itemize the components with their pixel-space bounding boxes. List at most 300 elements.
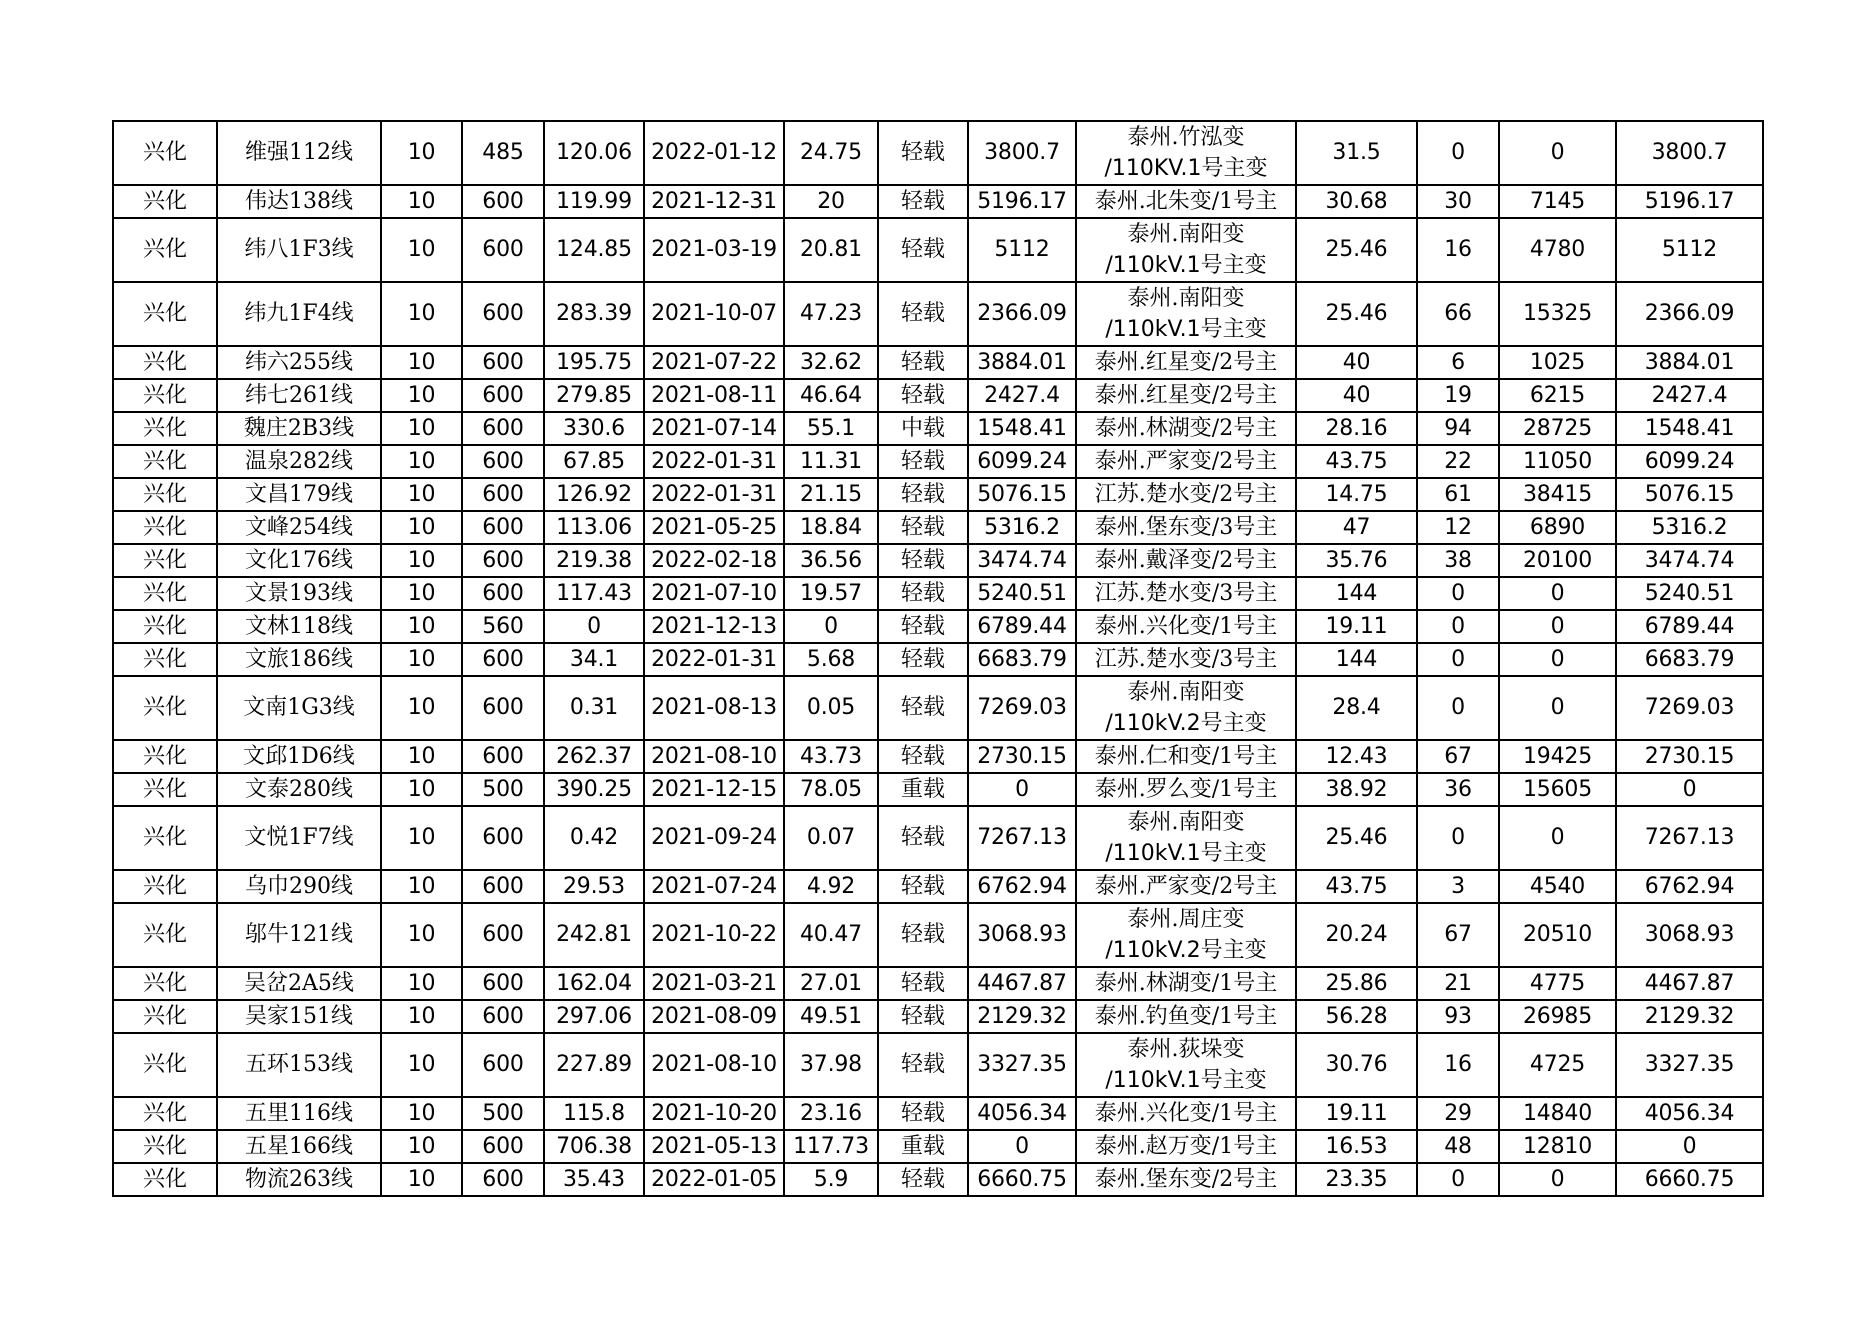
cell-voltage: 10 [381,1163,462,1196]
cell-max-current: 119.99 [544,185,644,218]
cell-date: 2021-07-24 [644,870,784,903]
cell-max-current: 113.06 [544,511,644,544]
cell-load: 14840 [1499,1097,1616,1130]
substation-line: 江苏.楚水变/3号主 [1094,647,1278,672]
cell-rated-current: 600 [462,870,544,903]
cell-area: 兴化 [113,282,217,346]
cell-available: 3800.7 [1616,121,1763,185]
substation-line: 泰州.南阳变 [1127,222,1245,247]
cell-count: 61 [1417,478,1499,511]
cell-capacity: 35.76 [1296,544,1417,577]
cell-margin: 2129.32 [968,1000,1076,1033]
cell-substation [1076,643,1296,676]
cell-line-name: 文邱1D6线 [217,740,381,773]
substation-line: 泰州.北朱变/1号主 [1094,189,1278,214]
cell-load: 19425 [1499,740,1616,773]
substation-line: 泰州.南阳变 [1127,286,1245,311]
cell-substation [1076,577,1296,610]
cell-rated-current: 600 [462,1033,544,1097]
cell-substation [1076,1130,1296,1163]
cell-load-status: 轻载 [878,379,968,412]
cell-date: 2021-12-13 [644,610,784,643]
cell-area: 兴化 [113,511,217,544]
cell-load-rate: 20.81 [784,218,878,282]
cell-load-status: 轻载 [878,185,968,218]
cell-available: 6683.79 [1616,643,1763,676]
cell-available: 4467.87 [1616,967,1763,1000]
cell-capacity: 19.11 [1296,610,1417,643]
cell-max-current: 117.43 [544,577,644,610]
cell-line-name: 文景193线 [217,577,381,610]
cell-capacity: 23.35 [1296,1163,1417,1196]
cell-available: 1548.41 [1616,412,1763,445]
cell-voltage: 10 [381,773,462,806]
substation-line: 泰州.严家变/2号主 [1094,449,1278,474]
cell-available: 3327.35 [1616,1033,1763,1097]
table-row [113,643,1763,676]
substation-line: /110kV.1号主变 [1105,1068,1267,1093]
cell-load: 15325 [1499,282,1616,346]
table-row [113,806,1763,870]
substation-line: 泰州.红星变/2号主 [1094,350,1278,375]
cell-load-rate: 18.84 [784,511,878,544]
cell-line-name: 文化176线 [217,544,381,577]
cell-date: 2022-01-05 [644,1163,784,1196]
cell-load-rate: 49.51 [784,1000,878,1033]
cell-load-status: 轻载 [878,282,968,346]
cell-count: 38 [1417,544,1499,577]
cell-load-status: 轻载 [878,643,968,676]
substation-line: 泰州.戴泽变/2号主 [1094,548,1278,573]
cell-margin: 3068.93 [968,903,1076,967]
cell-substation [1076,870,1296,903]
cell-count: 0 [1417,806,1499,870]
cell-load-status: 轻载 [878,806,968,870]
cell-capacity: 43.75 [1296,870,1417,903]
cell-load: 6890 [1499,511,1616,544]
cell-area: 兴化 [113,806,217,870]
cell-load-status: 轻载 [878,577,968,610]
substation-line: 泰州.南阳变 [1127,810,1245,835]
cell-available: 6762.94 [1616,870,1763,903]
cell-load-rate: 46.64 [784,379,878,412]
cell-area: 兴化 [113,1130,217,1163]
cell-voltage: 10 [381,346,462,379]
cell-load-status: 重载 [878,1130,968,1163]
cell-area: 兴化 [113,903,217,967]
cell-max-current: 29.53 [544,870,644,903]
cell-rated-current: 500 [462,1097,544,1130]
substation-line: 泰州.钓鱼变/1号主 [1094,1004,1278,1029]
cell-count: 29 [1417,1097,1499,1130]
cell-margin: 7269.03 [968,676,1076,740]
cell-count: 36 [1417,773,1499,806]
cell-max-current: 120.06 [544,121,644,185]
cell-count: 67 [1417,740,1499,773]
cell-substation [1076,1163,1296,1196]
cell-load-rate: 5.68 [784,643,878,676]
cell-rated-current: 600 [462,346,544,379]
cell-max-current: 0.42 [544,806,644,870]
cell-substation [1076,1097,1296,1130]
cell-max-current: 0.31 [544,676,644,740]
cell-count: 12 [1417,511,1499,544]
cell-margin: 2730.15 [968,740,1076,773]
cell-margin: 4467.87 [968,967,1076,1000]
cell-substation [1076,445,1296,478]
cell-load-status: 轻载 [878,870,968,903]
table-row [113,903,1763,967]
table-row [113,511,1763,544]
substation-line: /110kV.2号主变 [1105,711,1267,736]
cell-capacity: 56.28 [1296,1000,1417,1033]
cell-capacity: 144 [1296,577,1417,610]
table-row [113,544,1763,577]
cell-rated-current: 600 [462,478,544,511]
cell-load-rate: 20 [784,185,878,218]
cell-load: 12810 [1499,1130,1616,1163]
cell-max-current: 330.6 [544,412,644,445]
cell-date: 2022-01-31 [644,445,784,478]
substation-line: /110kV.1号主变 [1105,253,1267,278]
cell-max-current: 67.85 [544,445,644,478]
table-row [113,1033,1763,1097]
cell-voltage: 10 [381,282,462,346]
cell-load-status: 中载 [878,412,968,445]
cell-date: 2021-05-13 [644,1130,784,1163]
cell-voltage: 10 [381,870,462,903]
cell-available: 4056.34 [1616,1097,1763,1130]
cell-date: 2021-10-07 [644,282,784,346]
table-row [113,282,1763,346]
cell-load: 20510 [1499,903,1616,967]
cell-load-status: 轻载 [878,1163,968,1196]
cell-line-name: 吴家151线 [217,1000,381,1033]
cell-load: 0 [1499,806,1616,870]
cell-margin: 0 [968,773,1076,806]
cell-area: 兴化 [113,478,217,511]
cell-line-name: 伟达138线 [217,185,381,218]
cell-load-rate: 24.75 [784,121,878,185]
cell-date: 2021-12-31 [644,185,784,218]
table-row [113,577,1763,610]
table-row [113,478,1763,511]
cell-voltage: 10 [381,1097,462,1130]
cell-voltage: 10 [381,511,462,544]
cell-load-status: 轻载 [878,740,968,773]
cell-substation [1076,218,1296,282]
cell-max-current: 262.37 [544,740,644,773]
cell-rated-current: 600 [462,903,544,967]
substation-line: /110KV.1号主变 [1104,156,1268,181]
cell-line-name: 五里116线 [217,1097,381,1130]
cell-line-name: 温泉282线 [217,445,381,478]
cell-available: 2129.32 [1616,1000,1763,1033]
cell-substation [1076,1000,1296,1033]
cell-load-status: 轻载 [878,610,968,643]
substation-line: 泰州.周庄变 [1127,907,1245,932]
cell-line-name: 物流263线 [217,1163,381,1196]
cell-max-current: 390.25 [544,773,644,806]
cell-count: 0 [1417,1163,1499,1196]
cell-load-status: 轻载 [878,967,968,1000]
cell-area: 兴化 [113,1000,217,1033]
cell-capacity: 40 [1296,379,1417,412]
cell-count: 30 [1417,185,1499,218]
cell-line-name: 乌巾290线 [217,870,381,903]
substation-line: 泰州.南阳变 [1127,680,1245,705]
cell-date: 2021-09-24 [644,806,784,870]
cell-area: 兴化 [113,740,217,773]
cell-available: 3884.01 [1616,346,1763,379]
cell-count: 21 [1417,967,1499,1000]
cell-load-rate: 55.1 [784,412,878,445]
cell-capacity: 43.75 [1296,445,1417,478]
cell-load-rate: 23.16 [784,1097,878,1130]
cell-margin: 6099.24 [968,445,1076,478]
cell-voltage: 10 [381,1000,462,1033]
cell-substation [1076,967,1296,1000]
cell-available: 6789.44 [1616,610,1763,643]
table-row [113,773,1763,806]
cell-area: 兴化 [113,445,217,478]
substation-line: 泰州.堡东变/3号主 [1094,515,1278,540]
cell-load: 15605 [1499,773,1616,806]
cell-substation [1076,346,1296,379]
cell-available: 0 [1616,1130,1763,1163]
cell-max-current: 283.39 [544,282,644,346]
cell-load: 4775 [1499,967,1616,1000]
cell-max-current: 706.38 [544,1130,644,1163]
cell-max-current: 297.06 [544,1000,644,1033]
cell-area: 兴化 [113,967,217,1000]
cell-capacity: 25.46 [1296,806,1417,870]
cell-available: 3474.74 [1616,544,1763,577]
cell-max-current: 195.75 [544,346,644,379]
cell-line-name: 文悦1F7线 [217,806,381,870]
table-row [113,740,1763,773]
cell-line-name: 文林118线 [217,610,381,643]
cell-count: 48 [1417,1130,1499,1163]
cell-date: 2021-08-10 [644,1033,784,1097]
cell-date: 2022-02-18 [644,544,784,577]
cell-available: 7267.13 [1616,806,1763,870]
cell-count: 19 [1417,379,1499,412]
cell-margin: 6789.44 [968,610,1076,643]
cell-available: 2427.4 [1616,379,1763,412]
cell-line-name: 魏庄2B3线 [217,412,381,445]
cell-line-name: 邬牛121线 [217,903,381,967]
substation-line: 泰州.荻垛变 [1127,1037,1245,1062]
cell-max-current: 34.1 [544,643,644,676]
cell-count: 67 [1417,903,1499,967]
cell-count: 6 [1417,346,1499,379]
cell-rated-current: 600 [462,1163,544,1196]
cell-area: 兴化 [113,577,217,610]
cell-max-current: 162.04 [544,967,644,1000]
cell-count: 0 [1417,121,1499,185]
cell-load-status: 轻载 [878,445,968,478]
cell-rated-current: 600 [462,445,544,478]
substation-line: 泰州.兴化变/1号主 [1094,1101,1278,1126]
cell-capacity: 144 [1296,643,1417,676]
cell-available: 5112 [1616,218,1763,282]
table-row [113,1000,1763,1033]
cell-line-name: 纬七261线 [217,379,381,412]
cell-capacity: 28.16 [1296,412,1417,445]
cell-rated-current: 600 [462,676,544,740]
cell-rated-current: 600 [462,511,544,544]
substation-line: /110kV.1号主变 [1105,317,1267,342]
cell-load-rate: 0.07 [784,806,878,870]
cell-rated-current: 600 [462,643,544,676]
cell-load-status: 轻载 [878,1033,968,1097]
cell-capacity: 47 [1296,511,1417,544]
cell-rated-current: 600 [462,1130,544,1163]
cell-substation [1076,1033,1296,1097]
cell-count: 0 [1417,610,1499,643]
cell-date: 2021-12-15 [644,773,784,806]
cell-load-status: 轻载 [878,1097,968,1130]
cell-max-current: 126.92 [544,478,644,511]
table-row [113,121,1763,185]
cell-voltage: 10 [381,1130,462,1163]
cell-load: 38415 [1499,478,1616,511]
cell-area: 兴化 [113,544,217,577]
cell-rated-current: 600 [462,806,544,870]
cell-voltage: 10 [381,478,462,511]
cell-load-rate: 4.92 [784,870,878,903]
cell-date: 2021-03-21 [644,967,784,1000]
cell-count: 0 [1417,676,1499,740]
substation-line: 泰州.赵万变/1号主 [1094,1134,1278,1159]
cell-max-current: 219.38 [544,544,644,577]
cell-substation [1076,412,1296,445]
cell-load: 0 [1499,1163,1616,1196]
cell-date: 2021-07-22 [644,346,784,379]
cell-voltage: 10 [381,967,462,1000]
cell-load-rate: 5.9 [784,1163,878,1196]
cell-rated-current: 600 [462,577,544,610]
cell-area: 兴化 [113,773,217,806]
cell-load: 0 [1499,643,1616,676]
cell-available: 0 [1616,773,1763,806]
cell-area: 兴化 [113,643,217,676]
cell-count: 22 [1417,445,1499,478]
cell-load-rate: 32.62 [784,346,878,379]
cell-load-rate: 43.73 [784,740,878,773]
cell-available: 2730.15 [1616,740,1763,773]
cell-max-current: 279.85 [544,379,644,412]
cell-available: 5316.2 [1616,511,1763,544]
cell-capacity: 25.86 [1296,967,1417,1000]
cell-capacity: 12.43 [1296,740,1417,773]
cell-margin: 0 [968,1130,1076,1163]
cell-substation [1076,610,1296,643]
cell-date: 2021-08-10 [644,740,784,773]
cell-date: 2022-01-12 [644,121,784,185]
cell-margin: 5076.15 [968,478,1076,511]
cell-load-rate: 19.57 [784,577,878,610]
cell-load: 0 [1499,676,1616,740]
cell-load: 28725 [1499,412,1616,445]
table-row [113,870,1763,903]
cell-available: 5240.51 [1616,577,1763,610]
cell-margin: 2366.09 [968,282,1076,346]
cell-area: 兴化 [113,1033,217,1097]
cell-voltage: 10 [381,1033,462,1097]
cell-count: 93 [1417,1000,1499,1033]
cell-capacity: 20.24 [1296,903,1417,967]
cell-date: 2021-03-19 [644,218,784,282]
cell-load-status: 轻载 [878,676,968,740]
cell-rated-current: 600 [462,412,544,445]
cell-line-name: 文南1G3线 [217,676,381,740]
cell-voltage: 10 [381,185,462,218]
substation-line: 江苏.楚水变/2号主 [1094,482,1278,507]
table-row [113,1097,1763,1130]
cell-rated-current: 560 [462,610,544,643]
cell-max-current: 242.81 [544,903,644,967]
table-row [113,967,1763,1000]
cell-voltage: 10 [381,740,462,773]
cell-load-rate: 47.23 [784,282,878,346]
table-row [113,1130,1763,1163]
cell-available: 5076.15 [1616,478,1763,511]
cell-substation [1076,282,1296,346]
cell-date: 2021-07-14 [644,412,784,445]
cell-date: 2021-08-11 [644,379,784,412]
cell-substation [1076,544,1296,577]
cell-load: 4725 [1499,1033,1616,1097]
cell-voltage: 10 [381,806,462,870]
cell-load-status: 重载 [878,773,968,806]
cell-area: 兴化 [113,610,217,643]
cell-load-status: 轻载 [878,218,968,282]
cell-load-rate: 21.15 [784,478,878,511]
cell-substation [1076,806,1296,870]
cell-substation [1076,773,1296,806]
substation-line: 泰州.严家变/2号主 [1094,874,1278,899]
cell-count: 94 [1417,412,1499,445]
substation-line: 泰州.林湖变/1号主 [1094,971,1278,996]
cell-voltage: 10 [381,218,462,282]
substation-line: 江苏.楚水变/3号主 [1094,581,1278,606]
cell-line-name: 吴岔2A5线 [217,967,381,1000]
cell-load: 7145 [1499,185,1616,218]
cell-available: 6099.24 [1616,445,1763,478]
cell-voltage: 10 [381,544,462,577]
cell-margin: 3800.7 [968,121,1076,185]
cell-margin: 3327.35 [968,1033,1076,1097]
cell-substation [1076,511,1296,544]
cell-load-rate: 37.98 [784,1033,878,1097]
cell-date: 2021-07-10 [644,577,784,610]
cell-capacity: 40 [1296,346,1417,379]
cell-load-status: 轻载 [878,544,968,577]
cell-count: 3 [1417,870,1499,903]
cell-voltage: 10 [381,676,462,740]
cell-capacity: 25.46 [1296,218,1417,282]
substation-line: 泰州.红星变/2号主 [1094,383,1278,408]
cell-load-status: 轻载 [878,478,968,511]
cell-load-status: 轻载 [878,121,968,185]
cell-rated-current: 600 [462,379,544,412]
substation-line: 泰州.林湖变/2号主 [1094,416,1278,441]
cell-margin: 3474.74 [968,544,1076,577]
cell-count: 66 [1417,282,1499,346]
cell-margin: 5196.17 [968,185,1076,218]
